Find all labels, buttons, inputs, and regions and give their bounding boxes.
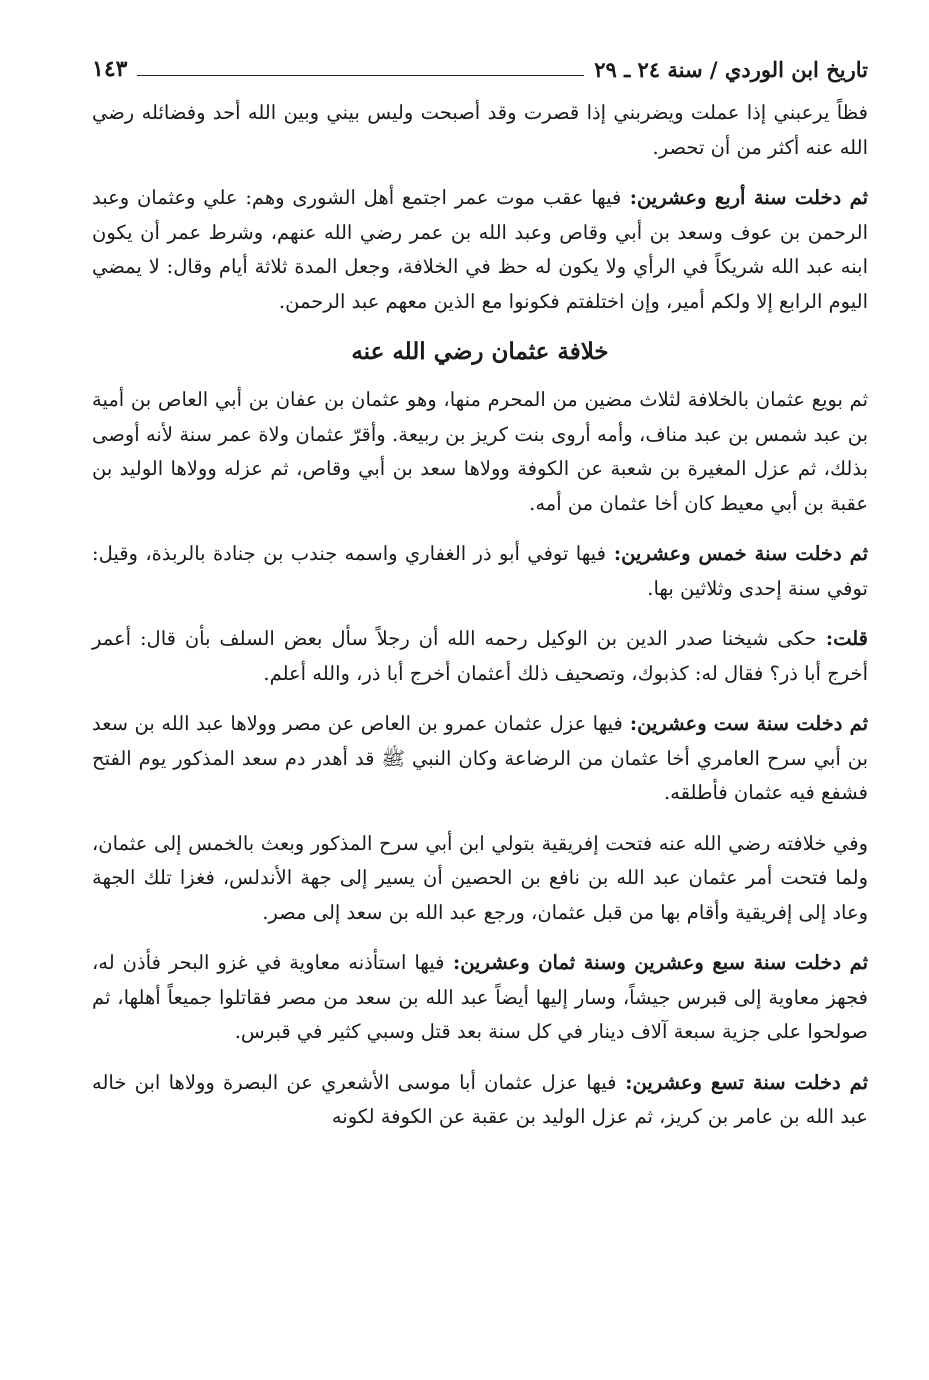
paragraph: [92, 707, 868, 811]
section-heading: خلافة عثمان رضي الله عنه: [351, 338, 609, 365]
page-number: ١٤٣: [92, 56, 128, 82]
header-title: تاريخ ابن الوردي / سنة ٢٤ ـ ٢٩: [594, 57, 868, 82]
paragraph: [92, 1066, 868, 1135]
paragraph: [92, 96, 868, 165]
paragraph: [92, 537, 868, 606]
paragraph-text: فيها عزل عثمان أبا موسى الأشعري عن البصرة وولاها ابن خاله عبد الله بن عامر بن كريز، ثم عزل الوليد بن عقبة عن الكوفة لكونه: [92, 1070, 868, 1128]
paragraph-lead: ثم دخلت سنة أربع وعشرين:: [621, 186, 868, 209]
paragraph-text: ثم بويع عثمان بالخلافة لثلاث مضين من المحرم منها، وهو عثمان بن عفان بن أبي العاص بن أمية بن عبد شمس بن عبد مناف، وأمه أروى بنت كريز بن ربيعة. وأقرّ عثمان ولاة عمر سنة لأنه أوصى بذلك، ثم عزل المغيرة بن شعبة عن الكوفة وولاها سعد بن أبي وقاص، ثم عزله وولاها الوليد بن عقبة بن أبي معيط كان أخا عثمان من أمه.: [92, 388, 868, 515]
paragraph-text: فيها توفي أبو ذر الغفاري واسمه جندب بن جنادة بالربذة، وقيل: توفي سنة إحدى وثلاثين بها.: [92, 542, 868, 600]
paragraph-text: فظاً يرعبني إذا عملت ويضربني إذا قصرت وقد أصبحت وليس بيني وبين الله أحد وفضائله رضي الله عنه أكثر من أن تحصر.: [92, 101, 868, 159]
page-body: [92, 96, 868, 1135]
paragraph: [92, 383, 868, 521]
paragraph-text: فيها عزل عثمان عمرو بن العاص عن مصر وولاها عبد الله بن سعد بن أبي سرح العامري أخا عثمان من الرضاعة وكان النبي ﷺ قد أهدر دم سعد المذكور يوم الفتح فشفع فيه عثمان فأطلقه.: [92, 712, 868, 804]
paragraph: [92, 827, 868, 931]
paragraph-lead: ثم دخلت سنة سبع وعشرين وسنة ثمان وعشرين:: [444, 951, 868, 974]
paragraph-lead: قلت:: [816, 627, 868, 650]
running-header: [92, 48, 868, 82]
paragraph-text: فيها استأذنه معاوية في غزو البحر فأذن له، فجهز معاوية إلى قبرس جيشاً، وسار إليها أيضاً عبد الله بن سعد من مصر فقاتلوا جميعاً أهلها، ثم صولحوا على جزية سبعة آلاف دينار في كل سنة بعد قتل وسبي كثير في قبرس.: [92, 951, 868, 1043]
paragraph-lead: ثم دخلت سنة تسع وعشرين:: [616, 1070, 868, 1094]
book-page: [92, 48, 868, 1151]
paragraph: [92, 181, 868, 319]
paragraph-text: وفي خلافته رضي الله عنه فتحت إفريقية بتولي ابن أبي سرح المذكور وبعث بالخمس إلى عثمان، ولما فتحت أمر عثمان عبد الله بن نافع بن الحصين أن يسير إلى جهة الأندلس، فغزا تلك الجهة وعاد إلى إفريقية وأقام بها من قبل عثمان، ورجع عبد الله بن سعد إلى مصر.: [92, 831, 868, 924]
paragraph-lead: ثم دخلت سنة ست وعشرين:: [622, 712, 869, 735]
paragraph-text: فيها عقب موت عمر اجتمع أهل الشورى وهم: علي وعثمان وعبد الرحمن بن عوف وسعد بن أبي وقاص وعبد الله بن عمر رضي الله عنهم، وشرط عمر أن يكون ابنه عبد الله شريكاً في الرأي ولا يكون له حظ في الخلافة، وجعل المدة ثلاثة أيام وقال: لا يمضي اليوم الرابع إلا ولكم أمير، وإن اختلفتم فكونوا مع الذين معهم عبد الرحمن.: [92, 186, 868, 313]
paragraph: [92, 622, 868, 691]
paragraph: [92, 946, 868, 1050]
header-rule: [137, 75, 584, 76]
paragraph-text: حكى شيخنا صدر الدين بن الوكيل رحمه الله أن رجلاً سأل بعض السلف بأن قال: أعمر أخرج أبا ذر؟ فقال له: كذبوك، وتصحيف ذلك أعثمان أخرج أبا ذر، والله أعلم.: [92, 627, 868, 685]
paragraph-lead: ثم دخلت سنة خمس وعشرين:: [605, 542, 869, 565]
